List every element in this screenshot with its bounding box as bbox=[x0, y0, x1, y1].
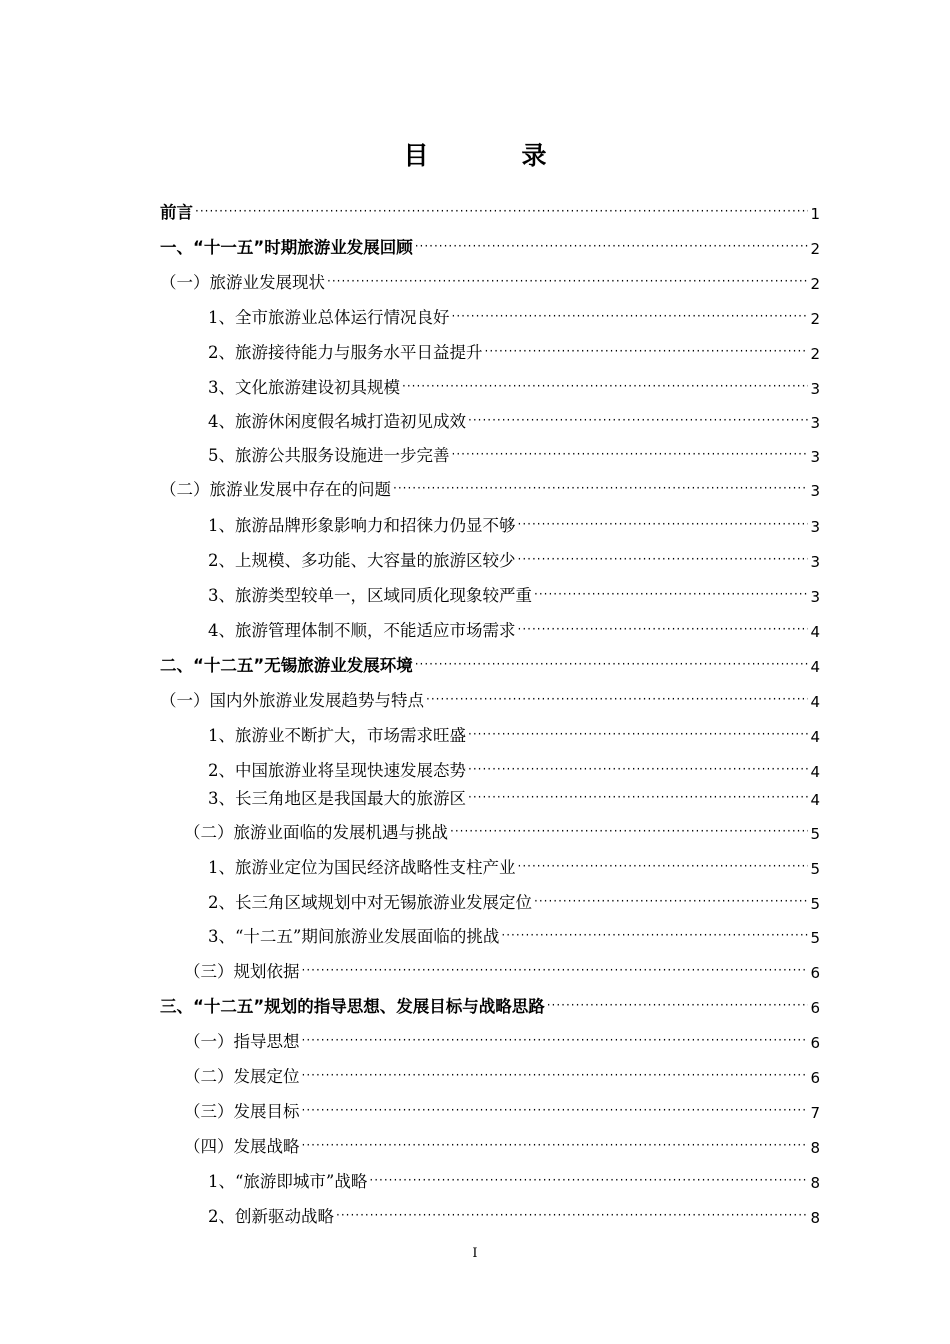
toc-entry-page: 3 bbox=[810, 518, 820, 536]
dot-leader bbox=[426, 692, 808, 706]
toc-entry-page: 3 bbox=[810, 380, 820, 398]
toc-entry-page: 4 bbox=[810, 728, 820, 746]
toc-entry[interactable] bbox=[208, 722, 820, 746]
toc-entry-page: 2 bbox=[810, 310, 820, 328]
toc-entry-page: 6 bbox=[810, 964, 820, 982]
toc-entry[interactable] bbox=[208, 408, 820, 432]
toc-entry-page: 3 bbox=[810, 414, 820, 432]
toc-entry[interactable] bbox=[208, 785, 820, 809]
dot-leader bbox=[402, 379, 808, 393]
dot-leader bbox=[468, 413, 808, 427]
dot-leader bbox=[518, 622, 809, 636]
dot-leader bbox=[327, 274, 808, 288]
dot-leader bbox=[302, 1103, 809, 1117]
toc-entry-title: 3、文化旅游建设初具规模 bbox=[208, 378, 400, 397]
toc-entry-page: 5 bbox=[810, 895, 820, 913]
toc-entry[interactable] bbox=[208, 442, 820, 466]
toc-entry[interactable] bbox=[160, 269, 820, 293]
toc-entry-title: 2、上规模、多功能、大容量的旅游区较少 bbox=[208, 551, 516, 570]
toc-entry[interactable] bbox=[208, 512, 820, 536]
toc-entry-title: （三）规划依据 bbox=[184, 962, 300, 981]
dot-leader bbox=[534, 894, 808, 908]
toc-entry[interactable] bbox=[208, 304, 820, 328]
toc-entry-page: 5 bbox=[810, 825, 820, 843]
toc-entry[interactable] bbox=[184, 958, 820, 982]
dot-leader bbox=[302, 1138, 809, 1152]
dot-leader bbox=[547, 998, 809, 1012]
dot-leader bbox=[452, 309, 809, 323]
dot-leader bbox=[336, 1208, 808, 1222]
toc-entry-title: 三、“十二五”规划的指导思想、发展目标与战略思路 bbox=[160, 997, 545, 1016]
toc-entry-title: 1、旅游业定位为国民经济战略性支柱产业 bbox=[208, 858, 516, 877]
dot-leader bbox=[195, 204, 808, 218]
toc-entry-title: 前言 bbox=[160, 203, 193, 222]
toc-entry-page: 1 bbox=[810, 205, 820, 223]
toc-entry-page: 2 bbox=[810, 240, 820, 258]
toc-entry-page: 6 bbox=[810, 999, 820, 1017]
toc-entry-title: 2、中国旅游业将呈现快速发展态势 bbox=[208, 761, 466, 780]
toc-entry-title: 3、旅游类型较单一，区域同质化现象较严重 bbox=[208, 586, 532, 605]
toc-entry[interactable] bbox=[184, 1063, 820, 1087]
toc-entry-title: 3、“十二五”期间旅游业发展面临的挑战 bbox=[208, 927, 500, 946]
toc-entry-page: 4 bbox=[810, 693, 820, 711]
toc-entry-page: 3 bbox=[810, 482, 820, 500]
toc-entry-page: 8 bbox=[810, 1209, 820, 1227]
dot-leader bbox=[534, 587, 808, 601]
toc-entry-title: （一）指导思想 bbox=[184, 1032, 300, 1051]
toc-entry-title: （二）发展定位 bbox=[184, 1067, 300, 1086]
dot-leader bbox=[468, 727, 808, 741]
toc-entry-page: 3 bbox=[810, 448, 820, 466]
toc-entry-page: 2 bbox=[810, 275, 820, 293]
toc-entry-title: 2、旅游接待能力与服务水平日益提升 bbox=[208, 343, 483, 362]
toc-entry[interactable] bbox=[208, 1168, 820, 1192]
dot-leader bbox=[393, 481, 808, 495]
toc-entry-page: 8 bbox=[810, 1139, 820, 1157]
toc-entry[interactable] bbox=[208, 374, 820, 398]
toc-entry-page: 4 bbox=[810, 763, 820, 781]
toc-entry-title: 一、“十一五”时期旅游业发展回顾 bbox=[160, 238, 413, 257]
toc-entry-title: 1、旅游品牌形象影响力和招徕力仍显不够 bbox=[208, 516, 516, 535]
dot-leader bbox=[501, 928, 808, 942]
toc-entry[interactable] bbox=[208, 1203, 820, 1227]
toc-entry-page: 5 bbox=[810, 860, 820, 878]
dot-leader bbox=[518, 859, 809, 873]
dot-leader bbox=[415, 239, 809, 253]
dot-leader bbox=[518, 552, 809, 566]
toc-entry-title: （三）发展目标 bbox=[184, 1102, 300, 1121]
toc-entry-title: 1、“旅游即城市”战略 bbox=[208, 1172, 368, 1191]
toc-entry-page: 4 bbox=[810, 623, 820, 641]
toc-entry-title: 4、旅游管理体制不顺，不能适应市场需求 bbox=[208, 621, 516, 640]
toc-entry-page: 4 bbox=[810, 658, 820, 676]
toc-entry-title: 1、旅游业不断扩大，市场需求旺盛 bbox=[208, 726, 466, 745]
toc-entry-title: （一）旅游业发展现状 bbox=[160, 273, 325, 292]
toc-entry[interactable] bbox=[160, 199, 820, 223]
dot-leader bbox=[452, 447, 809, 461]
dot-leader bbox=[302, 963, 809, 977]
toc-entry-page: 6 bbox=[810, 1034, 820, 1052]
dot-leader bbox=[302, 1068, 809, 1082]
dot-leader bbox=[369, 1173, 808, 1187]
toc-entry-title: 2、创新驱动战略 bbox=[208, 1207, 334, 1226]
toc-entry[interactable] bbox=[184, 1133, 820, 1157]
toc-entry[interactable] bbox=[184, 819, 820, 843]
dot-leader bbox=[518, 517, 809, 531]
dot-leader bbox=[468, 762, 808, 776]
toc-entry-page: 3 bbox=[810, 553, 820, 571]
toc-entry-page: 5 bbox=[810, 929, 820, 947]
page-title: 目 录 bbox=[403, 141, 581, 170]
toc-entry-page: 2 bbox=[810, 345, 820, 363]
toc-entry-page: 4 bbox=[810, 791, 820, 809]
dot-leader bbox=[415, 657, 809, 671]
toc-entry-page: 7 bbox=[810, 1104, 820, 1122]
toc-entry[interactable] bbox=[208, 889, 820, 913]
toc-entry-title: 3、长三角地区是我国最大的旅游区 bbox=[208, 789, 466, 808]
toc-entry[interactable] bbox=[184, 1028, 820, 1052]
toc-entry[interactable] bbox=[208, 582, 820, 606]
toc-entry[interactable] bbox=[160, 687, 820, 711]
toc-entry[interactable] bbox=[208, 854, 820, 878]
toc-entry[interactable] bbox=[208, 923, 820, 947]
toc-entry[interactable] bbox=[208, 339, 820, 363]
toc-entry-title: 2、长三角区域规划中对无锡旅游业发展定位 bbox=[208, 893, 532, 912]
toc-entry-page: 6 bbox=[810, 1069, 820, 1087]
toc-entry[interactable] bbox=[208, 757, 820, 781]
toc-entry[interactable] bbox=[208, 617, 820, 641]
toc-entry[interactable] bbox=[160, 476, 820, 500]
dot-leader bbox=[485, 344, 809, 358]
toc-entry[interactable] bbox=[160, 652, 820, 676]
toc-entry-title: （二）旅游业面临的发展机遇与挑战 bbox=[184, 823, 448, 842]
toc-entry-title: （四）发展战略 bbox=[184, 1137, 300, 1156]
toc-entry[interactable] bbox=[160, 234, 820, 258]
toc-entry[interactable] bbox=[160, 993, 820, 1017]
toc-entry-title: 5、旅游公共服务设施进一步完善 bbox=[208, 446, 450, 465]
dot-leader bbox=[468, 790, 808, 804]
toc-entry-page: 3 bbox=[810, 588, 820, 606]
toc-entry[interactable] bbox=[184, 1098, 820, 1122]
toc-entry[interactable] bbox=[208, 547, 820, 571]
dot-leader bbox=[302, 1033, 809, 1047]
toc-entry-title: （二）旅游业发展中存在的问题 bbox=[160, 480, 391, 499]
dot-leader bbox=[450, 824, 808, 838]
toc-entry-title: 4、旅游休闲度假名城打造初见成效 bbox=[208, 412, 466, 431]
toc-entry-title: 1、全市旅游业总体运行情况良好 bbox=[208, 308, 450, 327]
page-number: I bbox=[472, 1246, 478, 1261]
toc-entry-title: 二、“十二五”无锡旅游业发展环境 bbox=[160, 656, 413, 675]
toc-entry-page: 8 bbox=[810, 1174, 820, 1192]
toc-entry-title: （一）国内外旅游业发展趋势与特点 bbox=[160, 691, 424, 710]
